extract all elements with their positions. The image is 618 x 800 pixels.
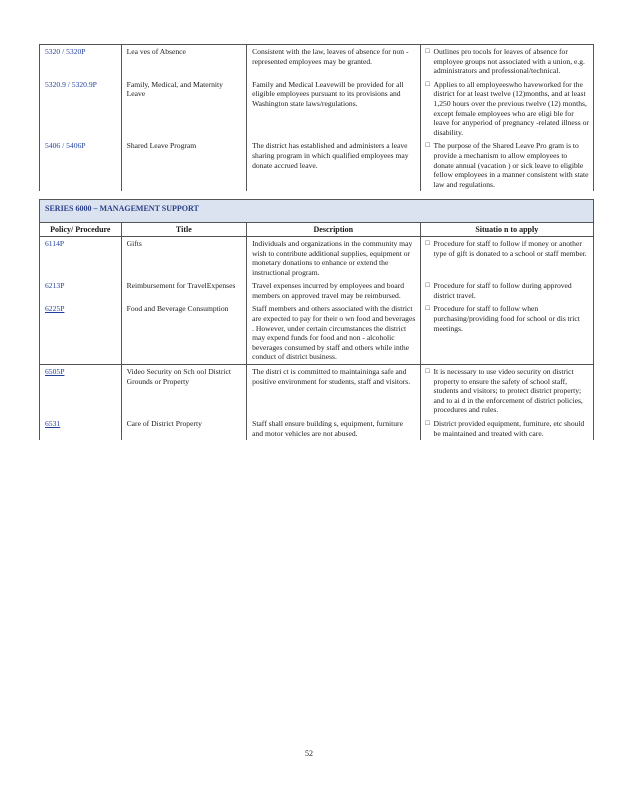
header-policy: Policy/ Procedure bbox=[40, 222, 122, 236]
bullet-item bbox=[426, 80, 589, 138]
bullet-item bbox=[426, 304, 589, 333]
table-row bbox=[40, 45, 594, 78]
policy-link[interactable]: 6531 bbox=[45, 419, 61, 428]
description-cell: Travel expenses incurred by employees and board members on approved travel may be reimbursed. bbox=[247, 279, 420, 302]
series-title: SERIES 6000 – MANAGEMENT SUPPORT bbox=[40, 200, 594, 223]
situation-cell bbox=[420, 302, 593, 364]
header-description: Description bbox=[247, 222, 420, 236]
section-spacer bbox=[40, 191, 594, 200]
description-cell: Staff members and others associated with the district are expected to pay for their o wn food and beverages . However, under certain circumstances the district may expend funds for food and non - alcoholic beverages consumed by staff and others while inthe conduct of district business. bbox=[247, 302, 420, 364]
situation-cell bbox=[420, 139, 593, 191]
checkbox-bullet-icon: □ bbox=[425, 238, 430, 247]
policy-cell bbox=[40, 365, 122, 417]
title-cell: Video Security on Sch ool District Grounds or Property bbox=[121, 365, 246, 417]
policy-cell bbox=[40, 45, 122, 78]
situation-cell bbox=[420, 78, 593, 140]
checkbox-bullet-icon: □ bbox=[425, 47, 430, 55]
bullet-item bbox=[426, 281, 589, 300]
title-cell: Food and Beverage Consumption bbox=[121, 302, 246, 364]
table-row bbox=[40, 365, 594, 417]
title-cell: Shared Leave Program bbox=[121, 139, 246, 191]
column-header-row bbox=[40, 222, 594, 236]
table-row bbox=[40, 279, 594, 302]
checkbox-bullet-icon: □ bbox=[425, 141, 430, 150]
table-row bbox=[40, 236, 594, 279]
situation-text: Outlines pro tocols for leaves of absence for employee groups not associated with a union, e.g. administrators and professional/technical. bbox=[433, 47, 585, 76]
top-section bbox=[40, 45, 594, 192]
checkbox-bullet-icon: □ bbox=[425, 419, 430, 427]
table-row bbox=[40, 78, 594, 140]
title-cell: Gifts bbox=[121, 236, 246, 279]
situation-cell bbox=[420, 45, 593, 78]
title-cell: Reimbursement for TravelExpenses bbox=[121, 279, 246, 302]
document-page bbox=[39, 44, 594, 440]
policy-cell bbox=[40, 279, 122, 302]
policy-table bbox=[39, 44, 594, 440]
title-cell: Lea ves of Absence bbox=[121, 45, 246, 78]
situation-text: It is necessary to use video security on district property to ensure the safety of school staff, students and visitors; to protect district property; and to ai d in the enforcement of district policies, procedures and rules. bbox=[433, 367, 583, 415]
series-header-row bbox=[40, 200, 594, 223]
policy-number: 6213P bbox=[45, 281, 65, 291]
policy-cell bbox=[40, 302, 122, 364]
description-cell: Staff shall ensure building s, equipment, furniture and motor vehicles are not abused. bbox=[247, 417, 420, 440]
situation-text: District provided equipment, furniture, etc should be maintained and treated with care. bbox=[433, 419, 585, 438]
situation-cell bbox=[420, 279, 593, 302]
table-row bbox=[40, 302, 594, 364]
checkbox-bullet-icon: □ bbox=[425, 79, 430, 88]
situation-text: Applies to all employeeswho haveworked for the district for at least twelve (12)months, and at least 1,250 hours over the previous twelve (12) months, except female employees who are eligi ble for leave for anyperiod of pregnancy -related illness or disability. bbox=[433, 79, 589, 137]
policy-cell bbox=[40, 417, 122, 440]
policy-number: 6114P bbox=[45, 238, 65, 248]
header-title: Title bbox=[121, 222, 246, 236]
situation-text: The purpose of the Shared Leave Pro gram is to provide a mechanism to allow employees to donate annual (vacation ) or sick leave to eligible fellow employees in a manner consistent with state law and regulations. bbox=[433, 141, 589, 189]
policy-number: 5320 / 5320P bbox=[45, 47, 86, 56]
description-cell: Family and Medical Leavewill be provided for all eligible employees pursuant to its provisions and Washington state laws/regulations. bbox=[247, 78, 420, 140]
description-cell: Consistent with the law, leaves of absence for non -represented employees may be granted. bbox=[247, 45, 420, 78]
policy-link[interactable]: 6225P bbox=[45, 304, 65, 314]
description-cell: The district has established and administers a leave sharing program in which qualified employees may donate accrued leave. bbox=[247, 139, 420, 191]
title-cell: Care of District Property bbox=[121, 417, 246, 440]
situation-text: Procedure for staff to follow during approved district travel. bbox=[433, 281, 572, 300]
title-cell: Family, Medical, and Maternity Leave bbox=[121, 78, 246, 140]
checkbox-bullet-icon: □ bbox=[425, 304, 430, 313]
policy-number: 5406 / 5406P bbox=[45, 141, 86, 151]
situation-text: Procedure for staff to follow if money or another type of gift is donated to a school or staff member. bbox=[433, 238, 587, 258]
page-number: 52 bbox=[305, 749, 313, 758]
header-situation: Situatio n to apply bbox=[420, 222, 593, 236]
bullet-item bbox=[426, 367, 589, 415]
policy-number: 5320.9 / 5320.9P bbox=[45, 79, 97, 89]
situation-cell bbox=[420, 417, 593, 440]
checkbox-bullet-icon: □ bbox=[425, 367, 430, 376]
policy-cell bbox=[40, 78, 122, 140]
bullet-item bbox=[426, 141, 589, 189]
situation-cell bbox=[420, 365, 593, 417]
bullet-item bbox=[426, 239, 589, 258]
description-cell: The distri ct is committed to maintaininga safe and positive environment for students, staff and visitors. bbox=[247, 365, 420, 417]
checkbox-bullet-icon: □ bbox=[425, 281, 430, 290]
policy-cell bbox=[40, 139, 122, 191]
bullet-item bbox=[426, 47, 589, 76]
description-cell: Individuals and organizations in the community may wish to contribute additional supplies, equipment or monetary donations to enhance or extend the instructional program. bbox=[247, 236, 420, 279]
table-row bbox=[40, 139, 594, 191]
bullet-item bbox=[426, 419, 589, 438]
series-6000-section bbox=[40, 236, 594, 440]
situation-cell bbox=[420, 236, 593, 279]
situation-text: Procedure for staff to follow when purchasing/providing food for school or dis trict meetings. bbox=[433, 304, 580, 333]
policy-link[interactable]: 6505P bbox=[45, 367, 65, 377]
table-row bbox=[40, 417, 594, 440]
policy-cell bbox=[40, 236, 122, 279]
